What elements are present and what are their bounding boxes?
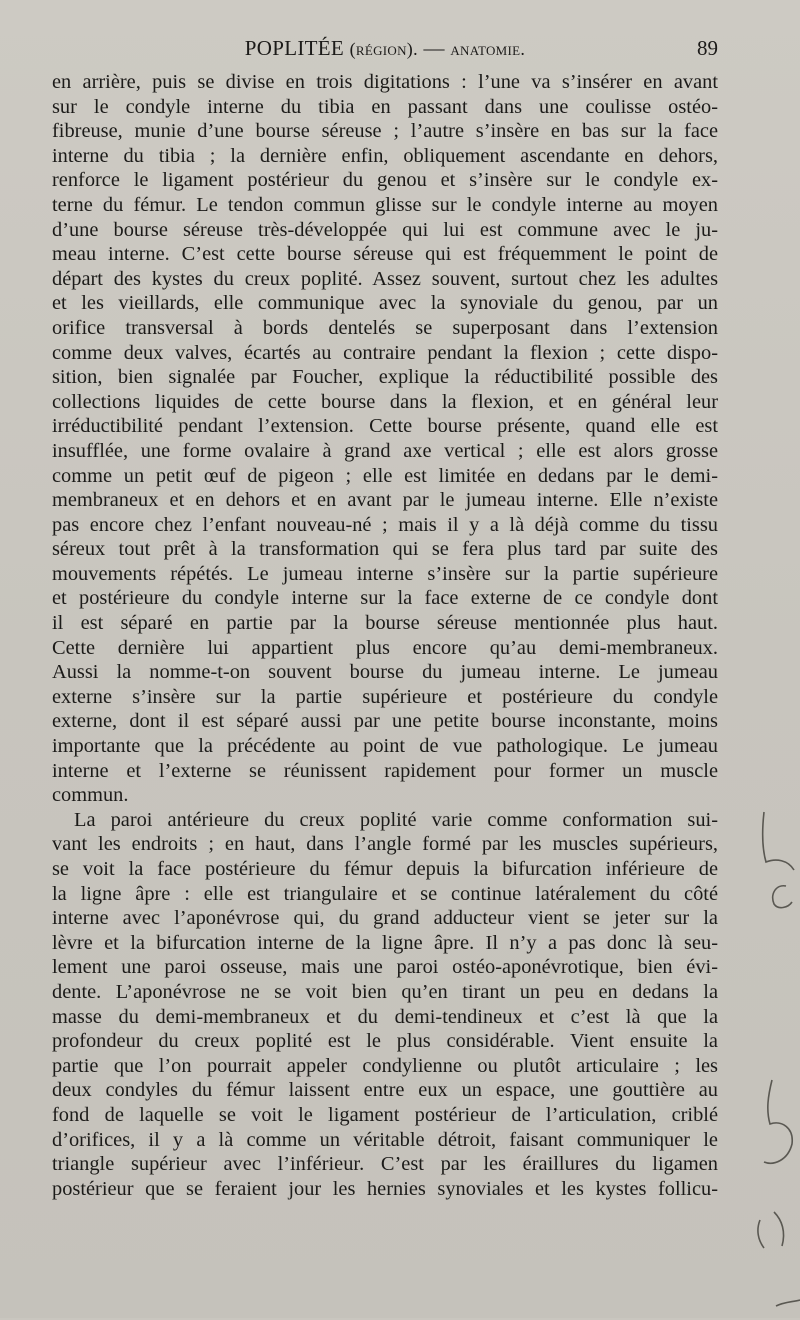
running-header — [52, 36, 718, 64]
text-line: renforce le ligament postérieur du genou et s’insère sur le condyle ex- — [52, 169, 718, 192]
text-line: orifice transversal à bords dentelés se superposant dans l’extension — [52, 316, 718, 339]
text-line: dente. L’aponévrose ne se voit bien qu’en tirant un peu en dedans la — [52, 980, 718, 1003]
text-line: collections liquides de cette bourse dans la flexion, et en général leur — [52, 390, 718, 413]
header-title — [52, 36, 718, 61]
text-line: sur le condyle interne du tibia en passant dans une coulisse ostéo- — [52, 95, 718, 118]
text-line: la ligne âpre : elle est triangulaire et se continue latéralement du côté — [52, 882, 718, 905]
text-line: d’orifices, il y a là comme un véritable détroit, faisant communiquer le — [52, 1128, 718, 1151]
text-line: masse du demi-membraneux et du demi-tendineux et c’est là que la — [52, 1005, 718, 1028]
text-line: irréductibilité pendant l’extension. Cette bourse présente, quand elle est — [52, 415, 718, 438]
text-line: et les vieillards, elle communique avec la synoviale du genou, par un — [52, 292, 718, 315]
text-line: La paroi antérieure du creux poplité varie comme conformation sui- — [74, 808, 718, 831]
text-line: postérieur que se feraient jour les hernies synoviales et les kystes follicu- — [52, 1177, 718, 1200]
text-line: partie que l’on pourrait appeler condylienne ou plutôt articulaire ; les — [52, 1054, 718, 1077]
text-line: triangle supérieur avec l’inférieur. C’est par les éraillures du ligamen — [52, 1153, 718, 1176]
text-line: vant les endroits ; en haut, dans l’angle formé par les muscles supérieurs, — [52, 833, 718, 856]
text-line: interne avec l’aponévrose qui, du grand adducteur vient se jeter sur la — [52, 907, 718, 930]
text-line: mouvements répétés. Le jumeau interne s’insère sur la partie supérieure — [52, 562, 718, 585]
text-line: externe, dont il est séparé aussi par une petite bourse inconstante, moins — [52, 710, 718, 733]
text-line: insufflée, une forme ovalaire à grand axe vertical ; elle est alors grosse — [52, 439, 718, 462]
text-line: membraneux et en dehors et en avant par le jumeau interne. Elle n’existe — [52, 489, 718, 512]
text-line: deux condyles du fémur laissent entre eux un espace, une gouttière au — [52, 1079, 718, 1102]
header-title-section: anatomie. — [450, 39, 526, 59]
body-text — [52, 70, 718, 1201]
text-line: et postérieure du condyle interne sur la face externe de ce condyle dont — [52, 587, 718, 610]
text-line: il est séparé en partie par la bourse séreuse mentionnée plus haut. — [52, 612, 718, 635]
text-line: Cette dernière lui appartient plus encore qu’au demi-membraneux. — [52, 636, 718, 659]
text-line: en arrière, puis se divise en trois digitations : l’une va s’insérer en avant — [52, 71, 718, 93]
text-line: comme un petit œuf de pigeon ; elle est limitée en dedans par le demi- — [52, 464, 718, 487]
text-line: départ des kystes du creux poplité. Assez souvent, surtout chez les adultes — [52, 267, 718, 290]
text-line: séreux tout prêt à la transformation qui se fera plus tard par suite des — [52, 538, 718, 561]
text-line: lement une paroi osseuse, mais une paroi ostéo-aponévrotique, bien évi- — [52, 956, 718, 979]
margin-pencil-mark-top — [742, 800, 800, 920]
text-line: interne du tibia ; la dernière enfin, obliquement ascendante en dehors, — [52, 144, 718, 167]
text-line: sition, bien signalée par Foucher, explique la réductibilité possible des — [52, 366, 718, 389]
text-line: interne et l’externe se réunissent rapidement pour former un muscle — [52, 759, 718, 782]
header-separator: — — [423, 36, 445, 60]
text-line: pas encore chez l’enfant nouveau-né ; mais il y a là déjà comme du tissu — [52, 513, 718, 536]
page-number: 89 — [697, 36, 718, 60]
text-line: importante que la précédente au point de vue pathologique. Le jumeau — [52, 735, 718, 758]
text-line: fibreuse, munie d’une bourse séreuse ; l’autre s’insère en bas sur la face — [52, 120, 718, 143]
text-line: lèvre et la bifurcation interne de la ligne âpre. Il n’y a pas donc là seu- — [52, 931, 718, 954]
text-line: Aussi la nomme-t-on souvent bourse du jumeau interne. Le jumeau — [52, 661, 718, 684]
text-line: profondeur du creux poplité est le plus considérable. Vient ensuite la — [52, 1030, 718, 1053]
text-line: se voit la face postérieure du fémur depuis la bifurcation inférieure de — [52, 858, 718, 880]
text-line: d’une bourse séreuse très-développée qui lui est commune avec le ju- — [52, 218, 718, 241]
text-line: externe s’insère sur la partie supérieure et postérieure du condyle — [52, 685, 718, 708]
margin-pencil-mark-bottom — [742, 1070, 800, 1320]
text-line: comme deux valves, écartés au contraire pendant la flexion ; cette dispo- — [52, 341, 718, 364]
text-line: fond de laquelle se voit le ligament postérieur de l’articulation, criblé — [52, 1103, 718, 1126]
header-title-region: (région). — [349, 39, 418, 59]
text-line: terne du fémur. Le tendon commun glisse sur le condyle interne au moyen — [52, 193, 718, 216]
text-line: commun. — [52, 784, 129, 807]
text-line: meau interne. C’est cette bourse séreuse qui est fréquemment le point de — [52, 243, 718, 266]
header-title-main: POPLITÉE — [244, 36, 345, 60]
